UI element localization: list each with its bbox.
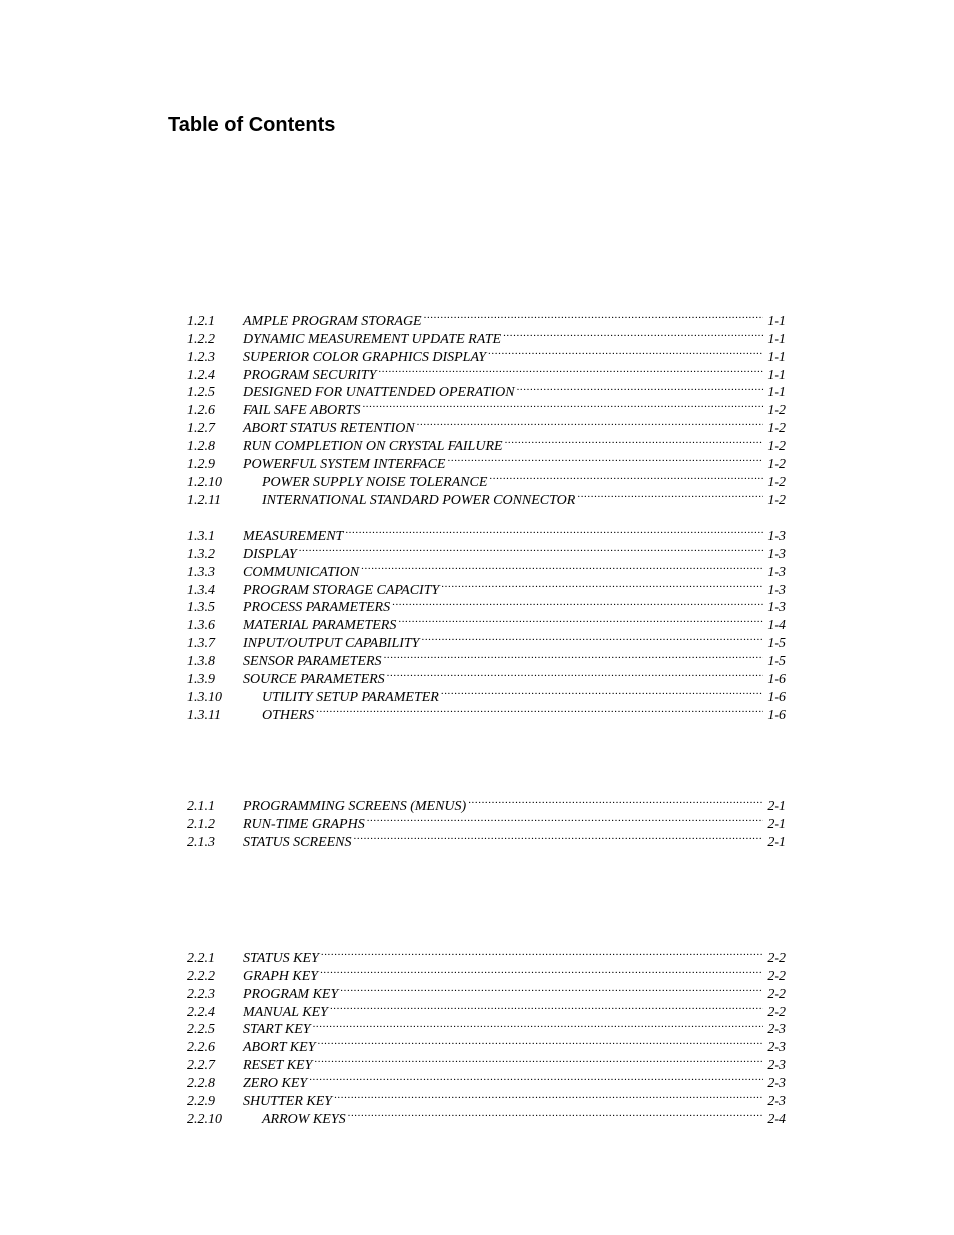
- toc-dot-leader: [468, 792, 763, 810]
- toc-entry-number: 1.3.3: [187, 564, 215, 580]
- toc-entry-number: 2.2.4: [187, 1004, 215, 1020]
- toc-entry-title[interactable]: AMPLE PROGRAM STORAGE: [243, 313, 422, 329]
- toc-entry-number: 1.2.4: [187, 367, 215, 383]
- toc-entry-title[interactable]: RUN-TIME GRAPHS: [243, 816, 365, 832]
- toc-entry-title[interactable]: PROGRAM SECURITY: [243, 367, 377, 383]
- toc-dot-leader: [424, 307, 764, 325]
- page-title: Table of Contents: [168, 114, 336, 136]
- toc-entry-title[interactable]: ZERO KEY: [243, 1076, 308, 1092]
- toc-entry-number: 1.3.7: [187, 636, 215, 652]
- toc-entry-page[interactable]: 1-4: [763, 617, 786, 635]
- toc-entry-page[interactable]: 1-6: [763, 689, 786, 707]
- toc-entry-page[interactable]: 2-1: [763, 798, 786, 816]
- toc-entry-number: 1.2.3: [187, 349, 215, 365]
- toc-dot-leader: [392, 594, 763, 612]
- toc-entry-number: 1.2.7: [187, 421, 215, 437]
- toc-entry-title[interactable]: INPUT/OUTPUT CAPABILITY: [243, 636, 420, 652]
- toc-dot-leader: [330, 998, 763, 1016]
- toc-entry-page[interactable]: 1-3: [763, 599, 786, 617]
- toc-entry-title[interactable]: FAIL SAFE ABORTS: [243, 403, 361, 419]
- toc-dot-leader: [340, 980, 763, 998]
- toc-entry-number: 1.2.1: [187, 313, 215, 329]
- toc-entry-number: 1.3.5: [187, 600, 215, 616]
- toc-entry-title[interactable]: DISPLAY: [243, 546, 297, 562]
- toc-dot-leader: [299, 540, 764, 558]
- toc-entry-number: 1.3.2: [187, 546, 215, 562]
- toc-entry-number: 2.2.2: [187, 968, 215, 984]
- toc-section-2-2: [187, 944, 786, 1127]
- toc-dot-leader: [313, 1016, 764, 1034]
- toc-entry-title[interactable]: POWERFUL SYSTEM INTERFACE: [243, 457, 446, 473]
- toc-entry-page[interactable]: 2-3: [763, 1075, 786, 1093]
- toc-entry-page[interactable]: 1-5: [763, 635, 786, 653]
- toc-entry-title[interactable]: UTILITY SETUP PARAMETER: [243, 689, 441, 707]
- toc-entry-number: 1.3.8: [187, 654, 215, 670]
- toc-dot-leader: [345, 522, 763, 540]
- toc-entry-page[interactable]: 1-1: [763, 349, 786, 367]
- toc-entry-page[interactable]: 2-3: [763, 1093, 786, 1111]
- toc-entry-title[interactable]: RESET KEY: [243, 1058, 313, 1074]
- toc-entry-title[interactable]: PROCESS PARAMETERS: [243, 600, 391, 616]
- toc-dot-leader: [441, 576, 763, 594]
- toc-entry[interactable]: [187, 944, 786, 966]
- toc-entry-number: 2.2.7: [187, 1058, 215, 1074]
- toc-dot-leader: [309, 1069, 763, 1087]
- toc-dot-leader: [441, 683, 763, 701]
- toc-entry-page[interactable]: 2-2: [763, 968, 786, 986]
- toc-entry-number: 2.2.5: [187, 1022, 215, 1038]
- toc-entry-title[interactable]: INTERNATIONAL STANDARD POWER CONNECTOR: [243, 492, 577, 510]
- toc-entry-number: 1.2.6: [187, 403, 215, 419]
- toc-dot-leader: [317, 1033, 763, 1051]
- toc-section-1-2: [187, 307, 786, 508]
- toc-entry-page[interactable]: 1-2: [763, 492, 786, 510]
- toc-entry[interactable]: [187, 792, 786, 814]
- toc-dot-leader: [314, 1051, 763, 1069]
- toc-entry-number: 1.3.6: [187, 618, 215, 634]
- toc-entry-page[interactable]: 2-4: [763, 1111, 786, 1129]
- toc-dot-leader: [448, 450, 764, 468]
- toc-entry-title[interactable]: SUPERIOR COLOR GRAPHICS DISPLAY: [243, 349, 487, 365]
- toc-entry-page[interactable]: 2-3: [763, 1057, 786, 1075]
- toc-entry-number: 2.1.1: [187, 798, 215, 814]
- toc-entry-page[interactable]: 1-1: [763, 384, 786, 402]
- toc-entry-title[interactable]: START KEY: [243, 1022, 311, 1038]
- toc-entry-title[interactable]: OTHERS: [243, 707, 316, 725]
- toc-entry-number: 1.3.9: [187, 672, 215, 688]
- toc-dot-leader: [421, 629, 763, 647]
- toc-entry-title[interactable]: PROGRAM KEY: [243, 986, 339, 1002]
- toc-entry-page[interactable]: 1-2: [763, 420, 786, 438]
- toc-entry-title[interactable]: MANUAL KEY: [243, 1004, 328, 1020]
- toc-entry-page[interactable]: 2-3: [763, 1039, 786, 1057]
- toc-entry-title[interactable]: COMMUNICATION: [243, 564, 360, 580]
- toc-dot-leader: [417, 414, 764, 432]
- toc-dot-leader: [354, 828, 764, 846]
- toc-entry-title[interactable]: MEASUREMENT: [243, 528, 344, 544]
- toc-entry-title[interactable]: SHUTTER KEY: [243, 1094, 333, 1110]
- toc-dot-leader: [503, 325, 763, 343]
- toc-section-2-1: [187, 792, 786, 850]
- toc-entry-number: 1.3.4: [187, 582, 215, 598]
- toc-entry-title[interactable]: RUN COMPLETION ON CRYSTAL FAILURE: [243, 439, 503, 455]
- toc-entry-title[interactable]: MATERIAL PARAMETERS: [243, 618, 397, 634]
- toc-entry-title[interactable]: GRAPH KEY: [243, 968, 319, 984]
- toc-entry-number: 1.3.10: [187, 689, 222, 705]
- toc-entry-page[interactable]: 1-1: [763, 313, 786, 331]
- toc-entry-number: 2.2.9: [187, 1094, 215, 1110]
- toc-entry-number: 2.2.6: [187, 1040, 215, 1056]
- toc-dot-leader: [361, 558, 763, 576]
- toc-entry-number: 2.1.2: [187, 816, 215, 832]
- toc-entry-number: 1.2.2: [187, 331, 215, 347]
- toc-entry-title[interactable]: POWER SUPPLY NOISE TOLERANCE: [243, 474, 489, 492]
- toc-entry-page[interactable]: 1-5: [763, 653, 786, 671]
- toc-dot-leader: [321, 944, 763, 962]
- toc-entry[interactable]: [187, 307, 786, 329]
- toc-entry-page[interactable]: 1-6: [763, 671, 786, 689]
- toc-entry-number: 1.2.9: [187, 457, 215, 473]
- toc-dot-leader: [488, 343, 763, 361]
- toc-entry-number: 1.3.11: [187, 707, 221, 723]
- toc-entry-number: 1.2.10: [187, 474, 222, 490]
- toc-dot-leader: [367, 810, 764, 828]
- toc-entry-number: 1.2.5: [187, 385, 215, 401]
- toc-entry-title[interactable]: DYNAMIC MEASUREMENT UPDATE RATE: [243, 331, 502, 347]
- toc-entry-page[interactable]: 2-2: [763, 950, 786, 968]
- toc-entry-page[interactable]: 1-3: [763, 564, 786, 582]
- toc-dot-leader: [489, 468, 763, 486]
- toc-entry-page[interactable]: 2-1: [763, 834, 786, 852]
- toc-dot-leader: [384, 647, 764, 665]
- toc-entry-page[interactable]: 1-3: [763, 582, 786, 600]
- toc-entry-number: 2.2.10: [187, 1111, 222, 1127]
- toc-dot-leader: [387, 665, 764, 683]
- toc-dot-leader: [398, 611, 763, 629]
- toc-entry[interactable]: [187, 522, 786, 544]
- toc-entry-page[interactable]: 1-2: [763, 456, 786, 474]
- toc-entry-title[interactable]: PROGRAM STORAGE CAPACITY: [243, 582, 440, 598]
- toc-entry-page[interactable]: 1-1: [763, 331, 786, 349]
- toc-entry-title[interactable]: DESIGNED FOR UNATTENDED OPERATION: [243, 385, 515, 401]
- toc-dot-leader: [348, 1105, 764, 1123]
- toc-entry-number: 1.2.8: [187, 439, 215, 455]
- toc-entry-title[interactable]: STATUS SCREENS: [243, 834, 352, 850]
- toc-entry-page[interactable]: 2-1: [763, 816, 786, 834]
- toc-dot-leader: [316, 701, 763, 719]
- toc-entry-number: 2.2.8: [187, 1076, 215, 1092]
- toc-entry-title[interactable]: SENSOR PARAMETERS: [243, 654, 382, 670]
- toc-dot-leader: [334, 1087, 763, 1105]
- toc-dot-leader: [577, 486, 763, 504]
- toc-entry-number: 2.2.3: [187, 986, 215, 1002]
- toc-entry-title[interactable]: ARROW KEYS: [243, 1111, 348, 1129]
- toc-entry-title[interactable]: SOURCE PARAMETERS: [243, 672, 385, 688]
- toc-entry-page[interactable]: 2-2: [763, 1004, 786, 1022]
- toc-dot-leader: [320, 962, 763, 980]
- toc-dot-leader: [505, 432, 764, 450]
- toc-dot-leader: [362, 396, 763, 414]
- toc-entry-number: 2.1.3: [187, 834, 215, 850]
- toc-dot-leader: [517, 379, 764, 397]
- toc-entry-page[interactable]: 1-3: [763, 528, 786, 546]
- toc-entry-page[interactable]: 1-2: [763, 402, 786, 420]
- toc-entry-page[interactable]: 1-6: [763, 707, 786, 725]
- toc-entry-number: 1.2.11: [187, 492, 221, 508]
- toc-entry-title[interactable]: STATUS KEY: [243, 950, 319, 966]
- toc-entry-page[interactable]: 2-3: [763, 1021, 786, 1039]
- toc-entry-title[interactable]: PROGRAMMING SCREENS (MENUS): [243, 798, 467, 814]
- toc-entry-page[interactable]: 1-1: [763, 367, 786, 385]
- toc-entry-page[interactable]: 1-3: [763, 546, 786, 564]
- toc-entry-title[interactable]: ABORT STATUS RETENTION: [243, 421, 415, 437]
- toc-entry-number: 2.2.1: [187, 950, 215, 966]
- toc-entry-page[interactable]: 1-2: [763, 438, 786, 456]
- toc-dot-leader: [378, 361, 763, 379]
- toc-entry-page[interactable]: 2-2: [763, 986, 786, 1004]
- toc-entry-number: 1.3.1: [187, 528, 215, 544]
- toc-section-1-3: [187, 522, 786, 723]
- toc-entry-title[interactable]: ABORT KEY: [243, 1040, 316, 1056]
- toc-entry-page[interactable]: 1-2: [763, 474, 786, 492]
